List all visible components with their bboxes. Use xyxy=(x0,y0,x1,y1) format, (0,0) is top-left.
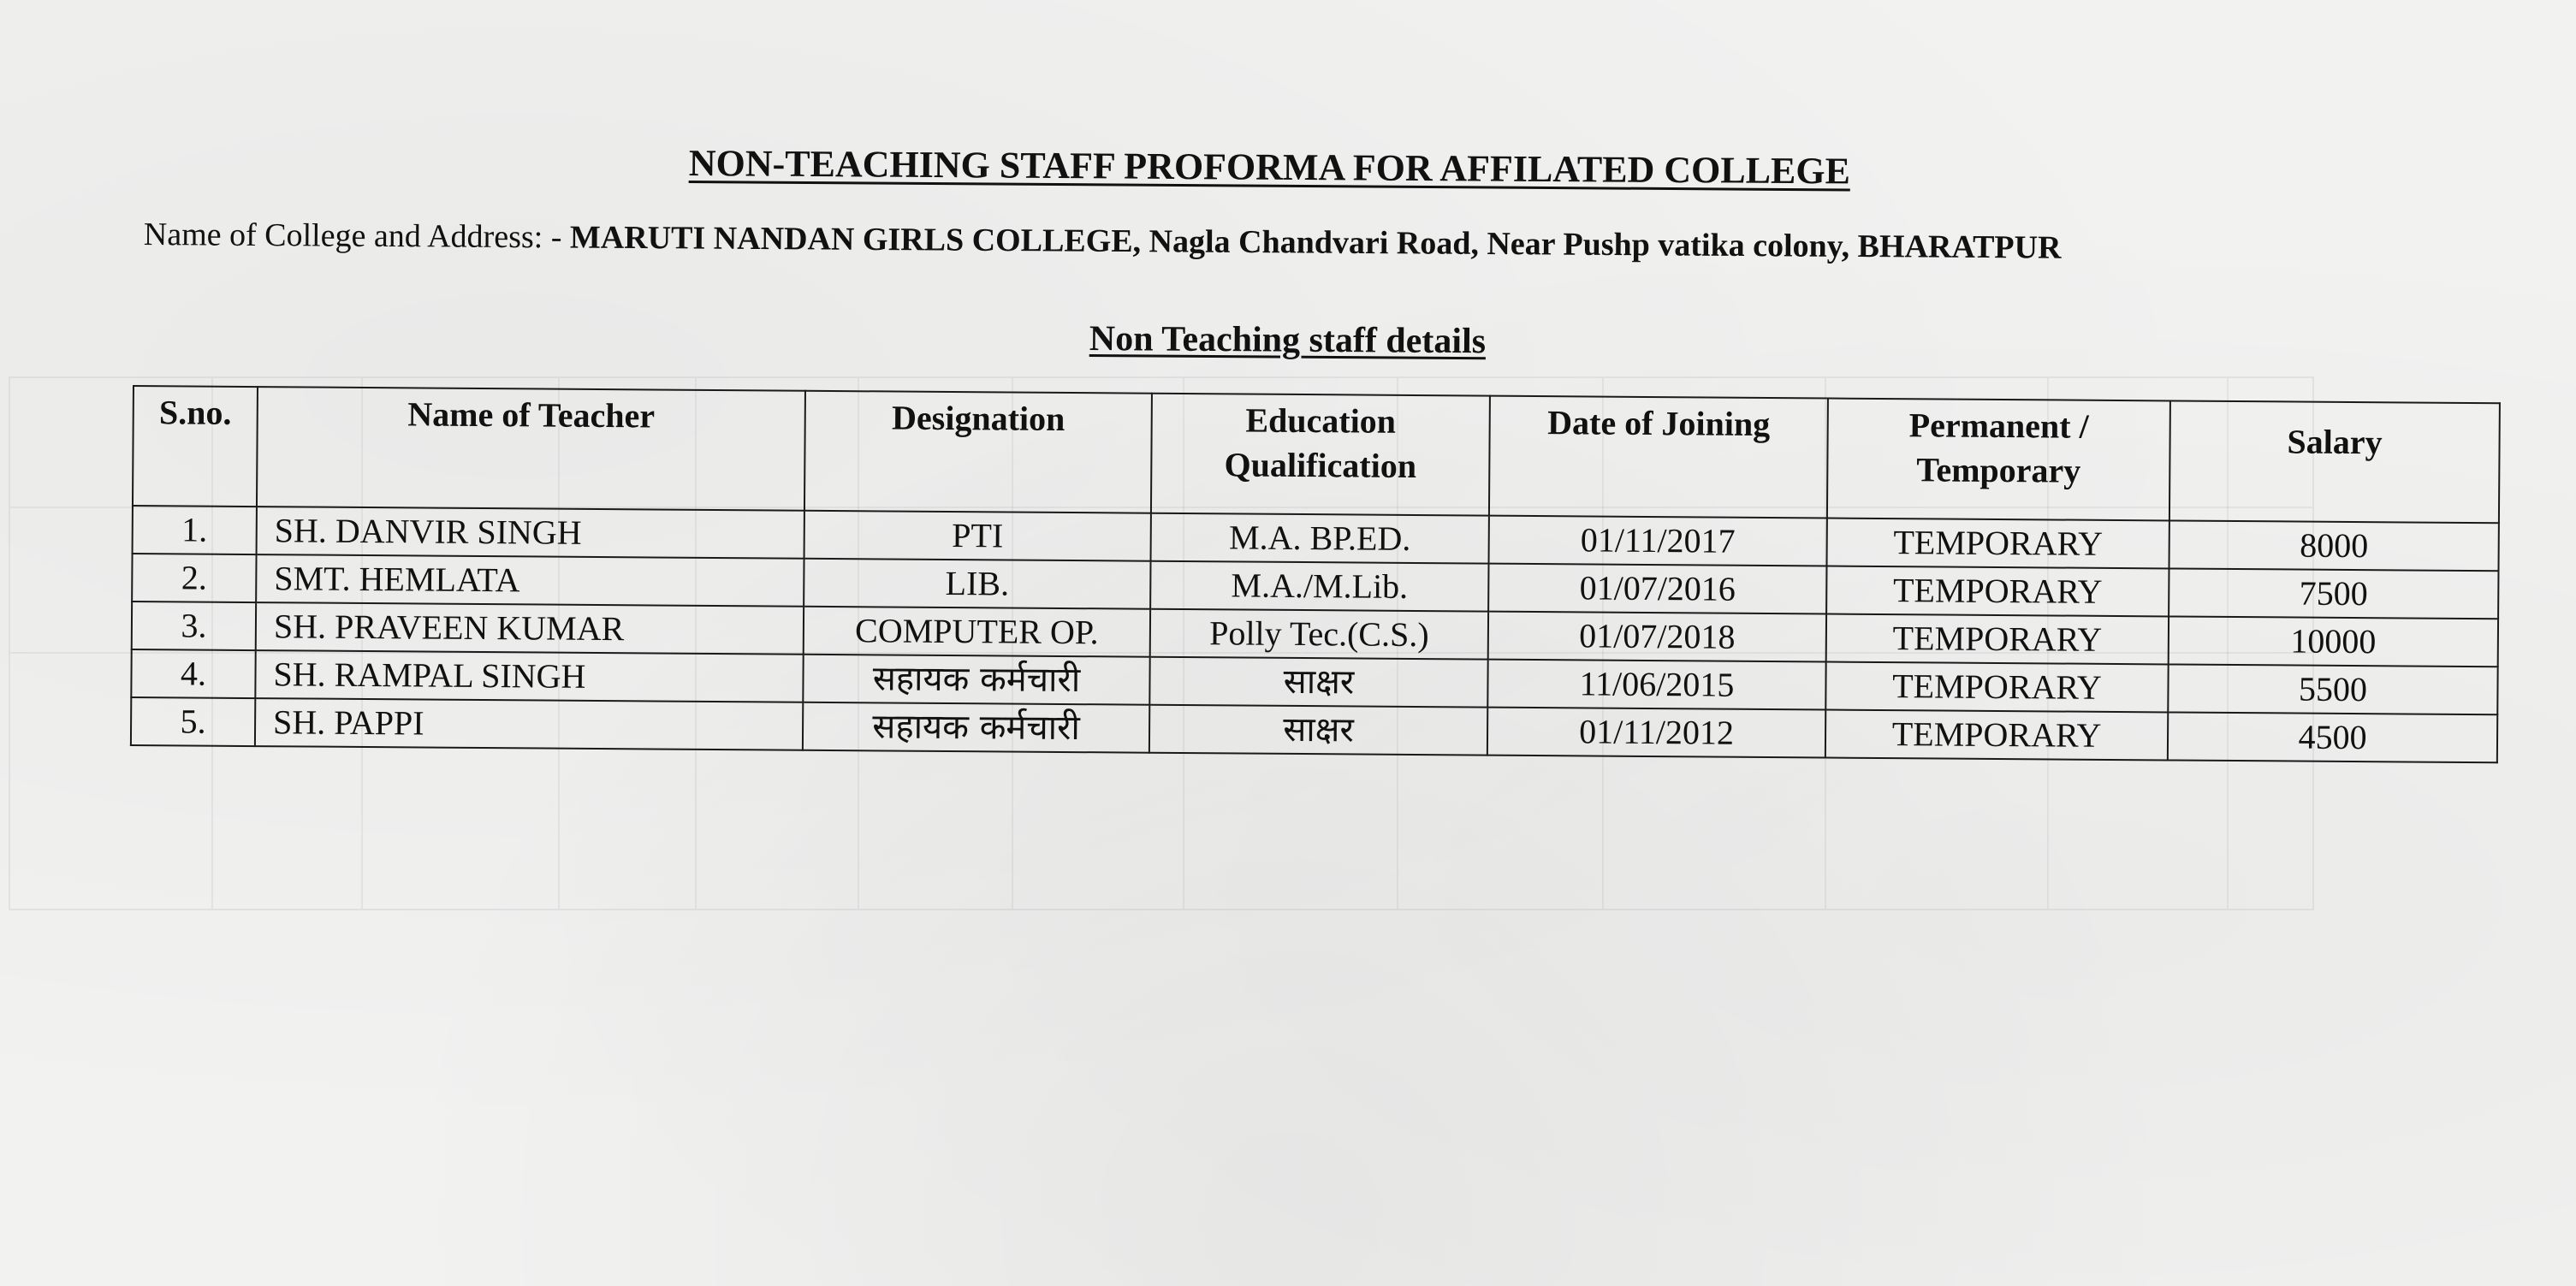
staff-table xyxy=(130,385,2501,763)
cell-qualification: साक्षर xyxy=(1149,705,1487,756)
col-header-name: Name of Teacher xyxy=(257,387,805,511)
address-label: Name of College and Address: - xyxy=(143,216,571,256)
cell-date-of-joining: 01/07/2018 xyxy=(1488,612,1826,662)
cell-salary: 10000 xyxy=(2169,616,2498,667)
table-header-row xyxy=(133,386,2500,523)
cell-date-of-joining: 01/07/2016 xyxy=(1488,564,1826,614)
cell-sno: 1. xyxy=(133,506,257,554)
cell-salary: 8000 xyxy=(2169,520,2498,571)
cell-qualification: M.A. BP.ED. xyxy=(1151,513,1489,564)
cell-status: TEMPORARY xyxy=(1825,710,2168,761)
cell-status: TEMPORARY xyxy=(1827,519,2169,569)
cell-salary: 7500 xyxy=(2169,568,2498,619)
col-header-qualification: Education Qualification xyxy=(1151,394,1490,516)
cell-designation: सहायक कर्मचारी xyxy=(803,655,1149,705)
col-header-permanent-temporary: Permanent / Temporary xyxy=(1827,399,2170,521)
cell-qualification: M.A./M.Lib. xyxy=(1150,561,1488,612)
cell-designation: PTI xyxy=(804,511,1151,561)
cell-date-of-joining: 01/11/2012 xyxy=(1487,708,1825,758)
col-header-designation: Designation xyxy=(804,391,1152,513)
cell-sno: 2. xyxy=(132,554,256,602)
cell-name: SH. PAPPI xyxy=(255,698,803,750)
cell-sno: 4. xyxy=(131,649,255,698)
cell-name: SMT. HEMLATA xyxy=(256,554,804,607)
cell-name: SH. PRAVEEN KUMAR xyxy=(256,602,804,655)
cell-name: SH. DANVIR SINGH xyxy=(257,507,804,559)
cell-status: TEMPORARY xyxy=(1826,614,2169,665)
cell-status: TEMPORARY xyxy=(1826,566,2169,617)
col-header-date-of-joining: Date of Joining xyxy=(1489,396,1828,519)
cell-salary: 4500 xyxy=(2168,712,2497,762)
cell-sno: 5. xyxy=(131,697,255,746)
cell-sno: 3. xyxy=(132,602,256,650)
address-value: MARUTI NANDAN GIRLS COLLEGE, Nagla Chandvari Road, Near Pushp vatika colony, BHARATPUR xyxy=(569,219,2062,266)
cell-salary: 5500 xyxy=(2168,664,2497,714)
section-subtitle: Non Teaching staff details xyxy=(1089,318,1487,362)
cell-date-of-joining: 01/11/2017 xyxy=(1489,516,1827,566)
cell-date-of-joining: 11/06/2015 xyxy=(1487,660,1825,710)
cell-designation: सहायक कर्मचारी xyxy=(803,702,1149,753)
cell-status: TEMPORARY xyxy=(1825,662,2168,713)
cell-qualification: साक्षर xyxy=(1149,657,1487,708)
cell-designation: LIB. xyxy=(804,559,1150,609)
cell-name: SH. RAMPAL SINGH xyxy=(255,650,803,702)
cell-designation: COMPUTER OP. xyxy=(804,607,1150,657)
col-header-salary: Salary xyxy=(2169,400,2500,523)
col-header-sno: S.no. xyxy=(133,386,258,507)
cell-qualification: Polly Tec.(C.S.) xyxy=(1150,609,1488,660)
document-title: NON-TEACHING STAFF PROFORMA FOR AFFILATED COLLEGE xyxy=(688,141,1851,193)
